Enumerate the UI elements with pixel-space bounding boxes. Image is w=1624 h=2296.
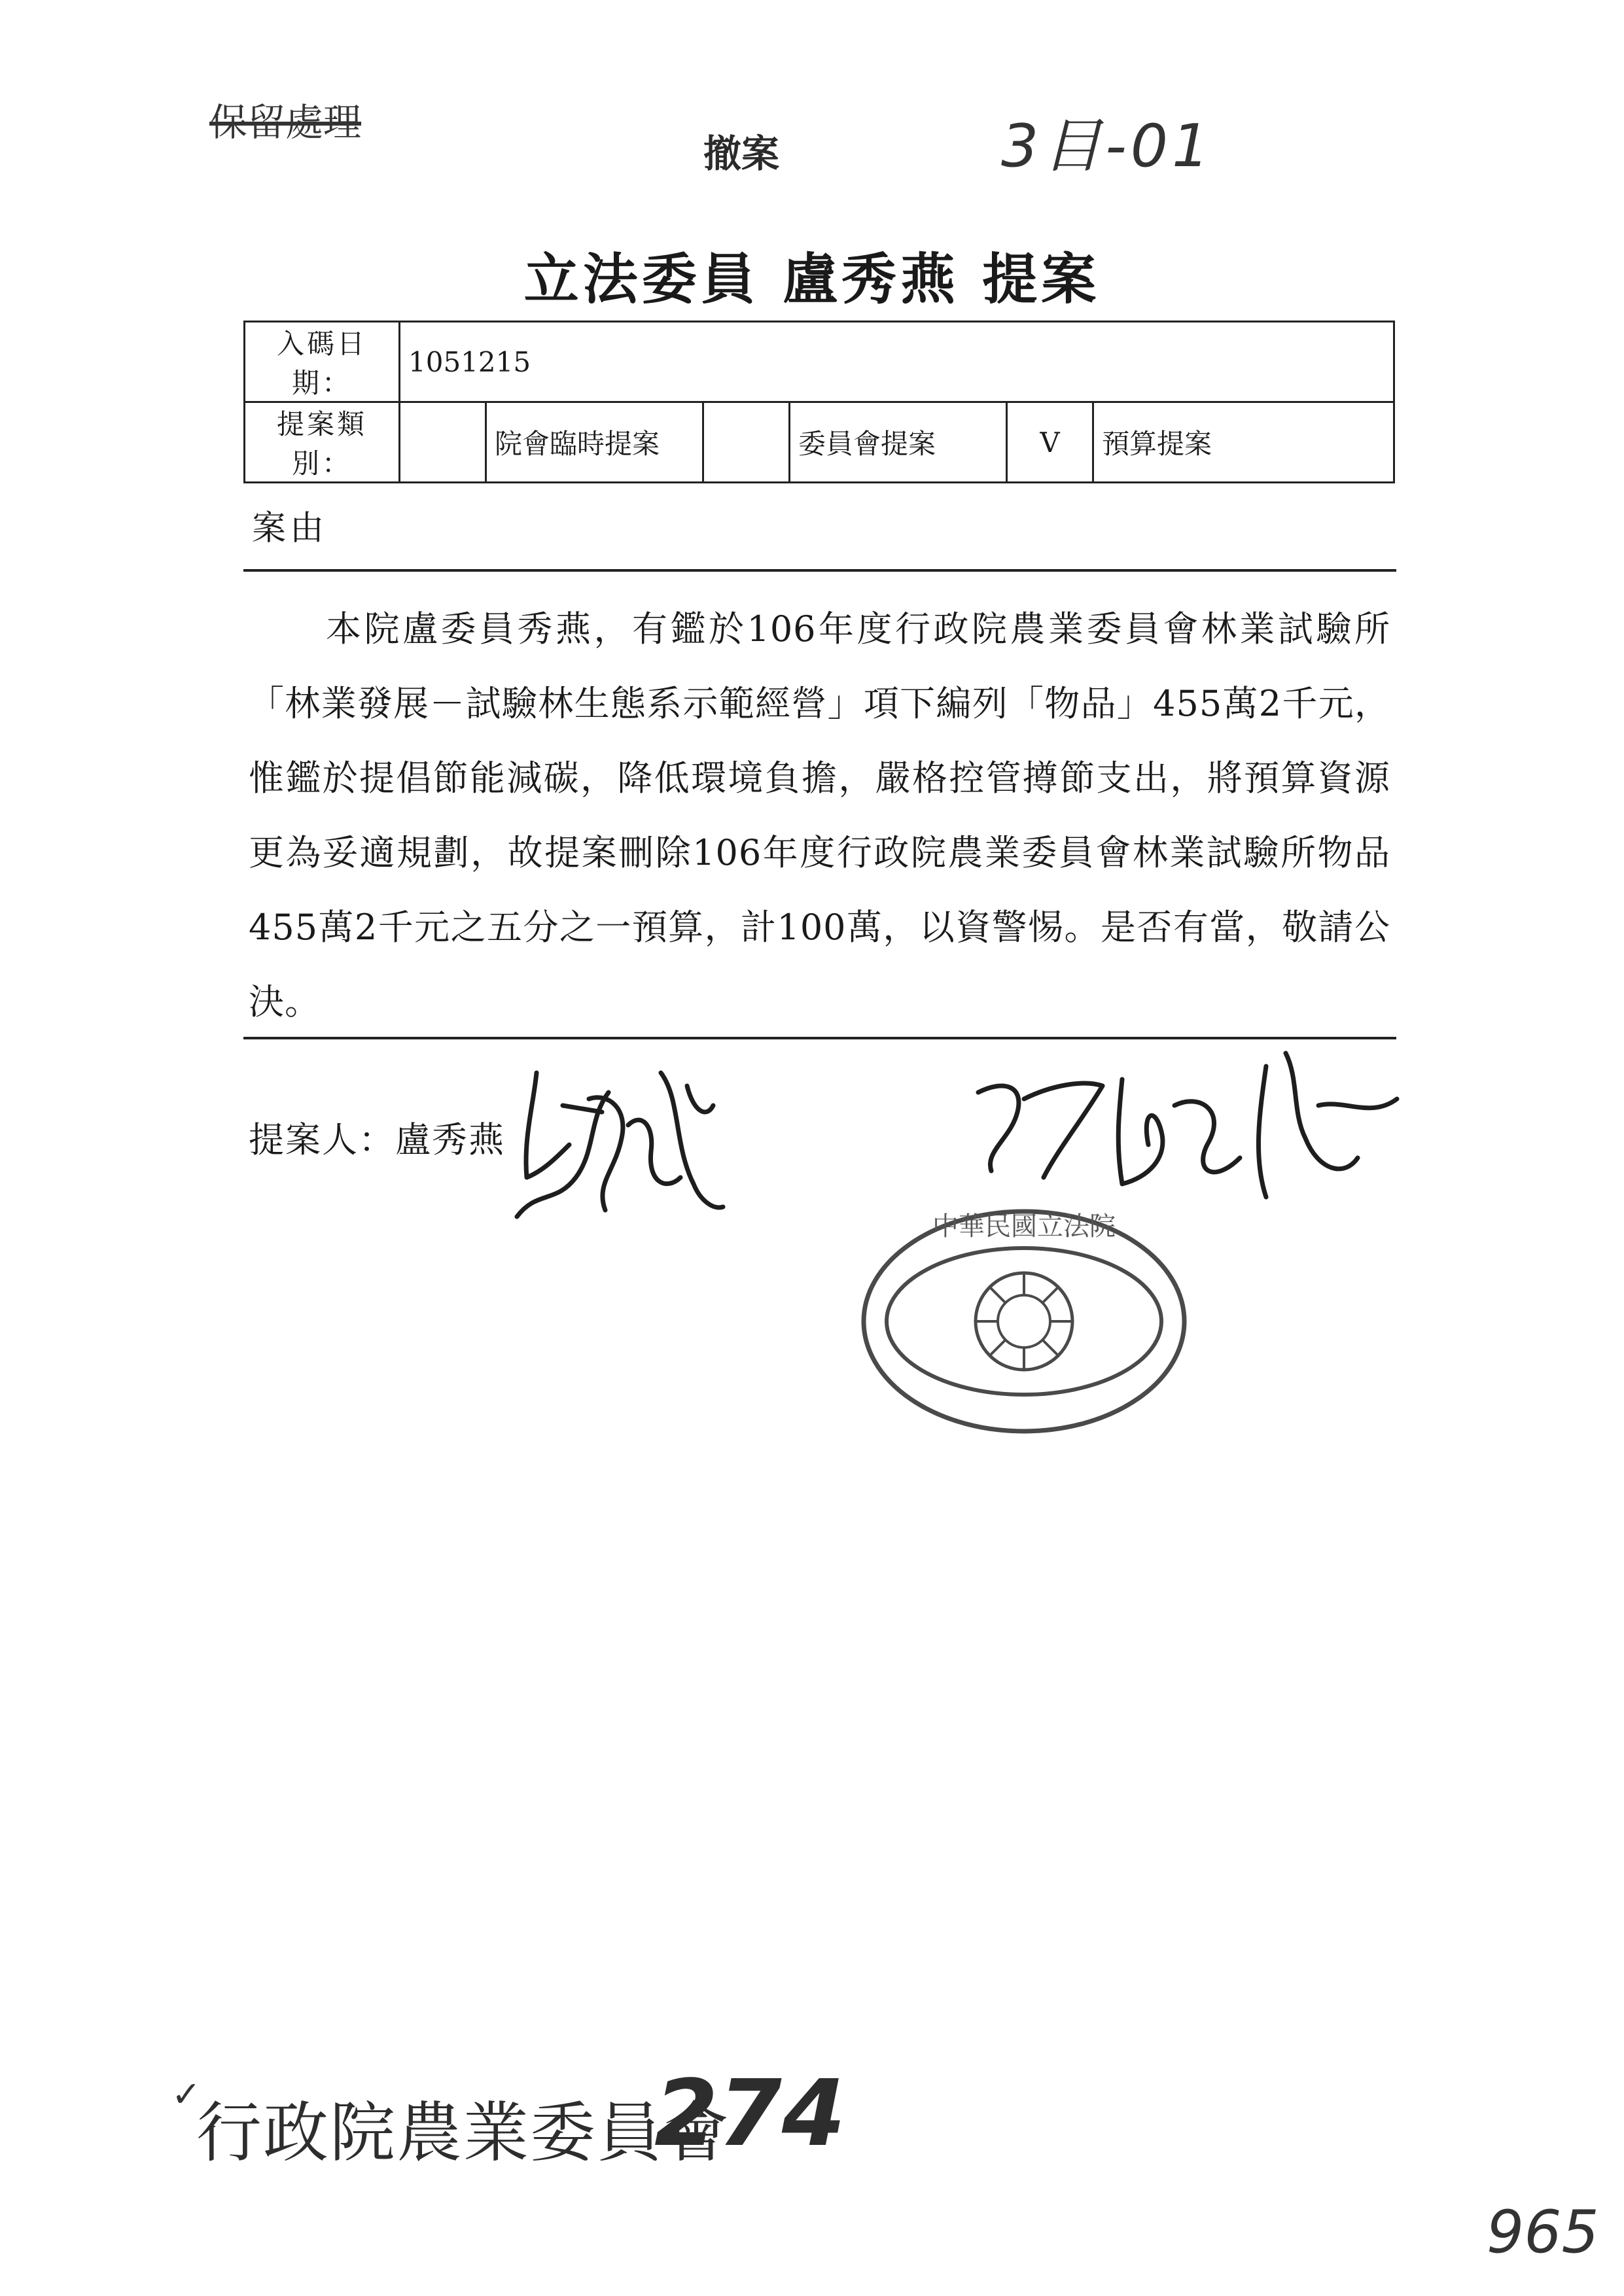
reason-heading: 案由 <box>252 509 328 548</box>
proposal-type-label: 提案類別： <box>245 402 400 483</box>
withdrawn-stamp: 撤案 <box>703 131 780 176</box>
official-seal <box>854 1204 1194 1439</box>
section-divider-bottom <box>243 1037 1396 1039</box>
proposal-body: 本院盧委員秀燕，有鑑於106年度行政院農業委員會林業試驗所「林業發展－試驗林生態系示範經營」項下編列「物品」455萬2千元，惟鑑於提倡節能減碳，降低環境負擔，嚴格控管撙節支出，將預算資源更為妥適規劃，故提案刪除106年度行政院農業委員會林業試驗所物品455萬2千元之五分之一預算，計100萬，以資警惕。是否有當，敬請公決。 <box>249 608 1390 1022</box>
proposer-signature <box>497 1047 746 1243</box>
co-signer-signature <box>952 1040 1410 1217</box>
check-mark-icon: ✓ <box>171 2074 202 2115</box>
option-checkbox-budget: V <box>1007 402 1093 483</box>
option-label-budget: 預算提案 <box>1093 402 1394 483</box>
proposal-info-table <box>243 321 1395 483</box>
seal-text: 中華民國立法院 <box>932 1211 1116 1242</box>
handwritten-number: 3目-01 <box>1001 112 1214 181</box>
entry-date-row <box>245 322 1394 402</box>
proposal-type-row <box>245 402 1394 483</box>
option-label-committee: 委員會提案 <box>790 402 1007 483</box>
entry-date-label: 入碼日期： <box>245 322 400 402</box>
option-label-plenary: 院會臨時提案 <box>486 402 703 483</box>
proposer-line: 提案人：盧秀燕 <box>249 1119 505 1160</box>
footer-agency-stamp: 行政院農業委員會 <box>196 2095 730 2171</box>
page-number: 965 <box>1487 2198 1599 2267</box>
entry-date-value: 1051215 <box>400 322 1394 402</box>
section-divider-top <box>243 569 1396 572</box>
struck-annotation: 保留處理 <box>209 100 362 145</box>
option-checkbox-plenary <box>400 402 486 483</box>
option-checkbox-committee <box>703 402 790 483</box>
document-title: 立法委員 盧秀燕 提案 <box>523 247 1101 311</box>
footer-handwritten-number: 274 <box>654 2061 846 2167</box>
